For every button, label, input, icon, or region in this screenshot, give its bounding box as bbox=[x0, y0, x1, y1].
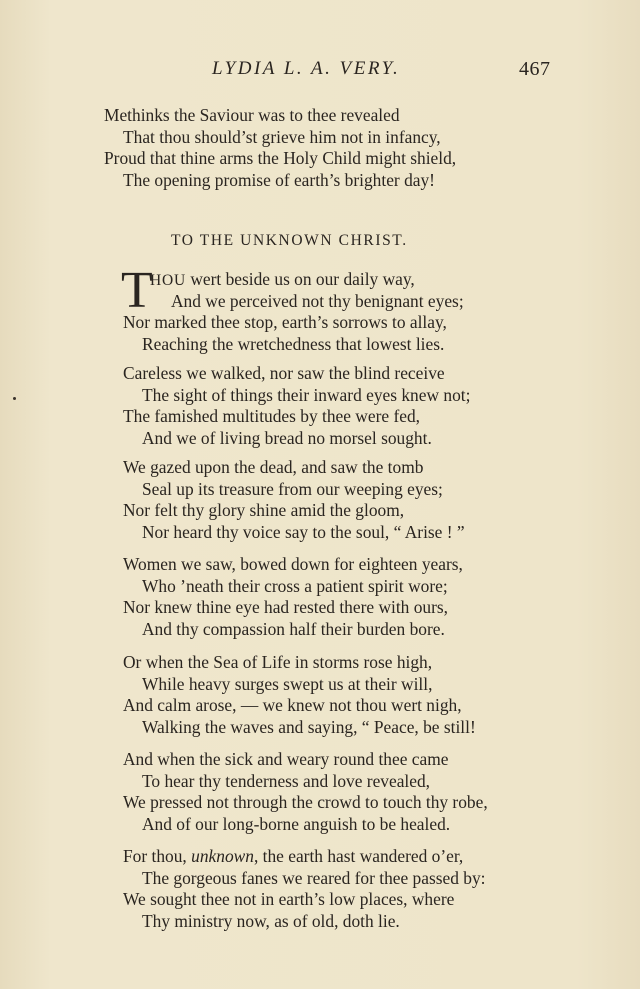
first-word-small-caps: HOU bbox=[150, 272, 186, 289]
verse-line-text: For thou, bbox=[123, 846, 187, 866]
verse-line: Seal up its treasure from our weeping eyes; bbox=[142, 478, 443, 499]
verse-line: And when the sick and weary round thee came bbox=[123, 749, 449, 769]
verse-line: Nor heard thy voice say to the soul, “ Arise ! ” bbox=[142, 521, 465, 542]
running-title: LYDIA L. A. VERY. bbox=[212, 58, 401, 79]
verse-line: Who ’neath their cross a patient spirit wore; bbox=[142, 575, 448, 596]
verse-line: Or when the Sea of Life in storms rose high, bbox=[123, 652, 433, 672]
margin-mark bbox=[13, 397, 16, 400]
verse-line: And calm arose, — we knew not thou wert nigh, bbox=[123, 695, 462, 715]
verse-line-text: , the earth hast wandered o’er, bbox=[253, 846, 464, 866]
verse-line: The gorgeous fanes we reared for thee passed by: bbox=[142, 867, 486, 888]
italic-word: unknown bbox=[191, 846, 254, 866]
verse-line: We gazed upon the dead, and saw the tomb bbox=[123, 457, 424, 477]
verse-line: And we perceived not thy benignant eyes; bbox=[171, 290, 464, 311]
verse-line-text: wert beside us on our daily way, bbox=[190, 269, 415, 289]
verse-line: Methinks the Saviour was to thee revealed bbox=[104, 105, 400, 125]
verse-line: The sight of things their inward eyes knew not; bbox=[142, 384, 471, 405]
verse-line: And of our long-borne anguish to be healed. bbox=[142, 813, 451, 834]
verse-line: Women we saw, bowed down for eighteen years, bbox=[123, 554, 463, 574]
verse-line: While heavy surges swept us at their will, bbox=[142, 673, 433, 694]
verse-line: Walking the waves and saying, “ Peace, be still! bbox=[142, 716, 476, 737]
verse-line: Careless we walked, nor saw the blind receive bbox=[123, 363, 445, 383]
verse-line: And we of living bread no morsel sought. bbox=[142, 427, 432, 448]
verse-line: Nor marked thee stop, earth’s sorrows to allay, bbox=[123, 312, 447, 332]
verse-line-with-emphasis bbox=[123, 845, 463, 867]
verse-line: Reaching the wretchedness that lowest lies. bbox=[142, 333, 445, 354]
verse-line: To hear thy tenderness and love revealed, bbox=[142, 770, 431, 791]
verse-line: Proud that thine arms the Holy Child might shield, bbox=[104, 148, 457, 168]
verse-line: The opening promise of earth’s brighter day! bbox=[123, 169, 435, 190]
verse-line: The famished multitudes by thee were fed, bbox=[123, 406, 420, 426]
drop-cap: T bbox=[121, 262, 153, 319]
verse-line: Thy ministry now, as of old, doth lie. bbox=[142, 910, 400, 931]
poem-title: TO THE UNKNOWN CHRIST. bbox=[171, 232, 408, 249]
verse-line-opening bbox=[150, 268, 415, 292]
verse-line: That thou should’st grieve him not in infancy, bbox=[123, 126, 441, 147]
verse-line: And thy compassion half their burden bore. bbox=[142, 618, 445, 639]
running-head bbox=[0, 58, 640, 86]
page-number: 467 bbox=[519, 58, 551, 80]
verse-line: We sought thee not in earth’s low places, where bbox=[123, 889, 455, 909]
verse-line: Nor felt thy glory shine amid the gloom, bbox=[123, 500, 405, 520]
verse-line: We pressed not through the crowd to touch thy robe, bbox=[123, 792, 488, 812]
verse-line: Nor knew thine eye had rested there with ours, bbox=[123, 597, 449, 617]
